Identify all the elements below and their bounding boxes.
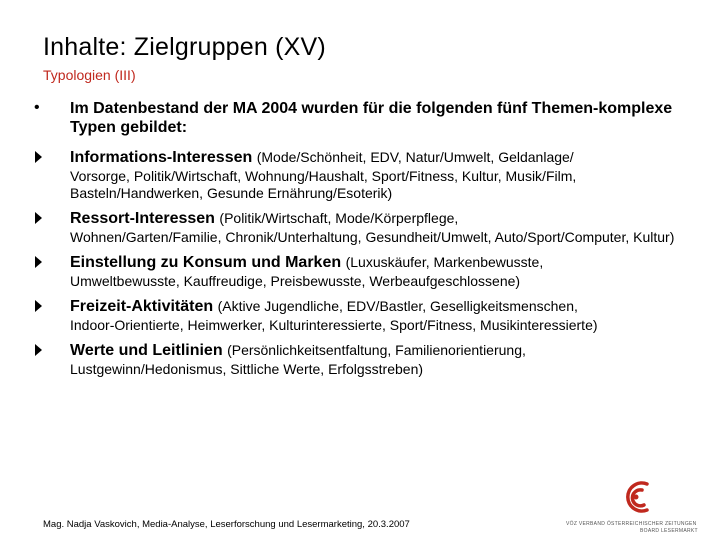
item-heading: Werte und Leitlinien	[70, 342, 223, 359]
slide-subtitle: Typologien (III)	[43, 67, 136, 83]
item-detail-continued: Lustgewinn/Hedonismus, Sittliche Werte, Erfolgsstreben)	[70, 361, 424, 377]
arrow-bullet-icon	[35, 256, 42, 268]
arrow-bullet-icon	[35, 212, 42, 224]
list-item	[34, 252, 694, 290]
arrow-bullet-icon	[35, 344, 42, 356]
item-heading: Informations-Interessen	[70, 149, 253, 166]
item-heading: Einstellung zu Konsum und Marken	[70, 254, 342, 271]
intro-paragraph	[34, 99, 674, 137]
item-detail-continued: Indoor-Orientierte, Heimwerker, Kulturinteressierte, Sport/Fitness, Musikinteressierte)	[70, 317, 598, 333]
item-detail: (Politik/Wirtschaft, Mode/Körperpflege,	[219, 210, 459, 226]
logo-text-line2: BOARD LESERMARKT	[640, 528, 698, 534]
list-item	[34, 340, 694, 378]
item-detail: (Mode/Schönheit, EDV, Natur/Umwelt, Geldanlage/	[256, 149, 574, 165]
arrow-bullet-icon	[35, 151, 42, 163]
item-detail-continued: Wohnen/Garten/Familie, Chronik/Unterhaltung, Gesundheit/Umwelt, Auto/Sport/Computer, Kultur)	[70, 229, 675, 245]
item-detail: (Luxuskäufer, Markenbewusste,	[345, 254, 544, 270]
item-detail: (Aktive Jugendliche, EDV/Bastler, Geselligkeitsmenschen,	[217, 298, 578, 314]
item-detail-continued: Umweltbewusste, Kauffreudige, Preisbewusste, Werbeaufgeschlossene)	[70, 273, 521, 289]
item-detail-continued: Vorsorge, Politik/Wirtschaft, Wohnung/Haushalt, Sport/Fitness, Kultur, Musik/Film, Basteln/Handwerken, Gesunde Ernährung/Esoterik)	[70, 168, 577, 201]
topic-list	[34, 147, 694, 384]
list-item	[34, 208, 694, 246]
list-item	[34, 147, 694, 202]
slide-title: Inhalte: Zielgruppen (XV)	[43, 33, 326, 61]
list-item	[34, 296, 694, 334]
logo-text-line1: VÖZ VERBAND ÖSTERREICHISCHER ZEITUNGEN	[566, 521, 697, 527]
item-detail: (Persönlichkeitsentfaltung, Familienorientierung,	[227, 342, 526, 358]
item-heading: Freizeit-Aktivitäten	[70, 298, 214, 315]
bullet-dot: •	[34, 99, 40, 116]
arrow-bullet-icon	[35, 300, 42, 312]
item-heading: Ressort-Interessen	[70, 210, 215, 227]
slide-footer: Mag. Nadja Vaskovich, Media-Analyse, Leserforschung und Lesermarketing, 20.3.2007	[43, 519, 410, 530]
intro-text: Im Datenbestand der MA 2004 wurden für die folgenden fünf Themen-komplexe Typen gebildet:	[70, 100, 673, 136]
